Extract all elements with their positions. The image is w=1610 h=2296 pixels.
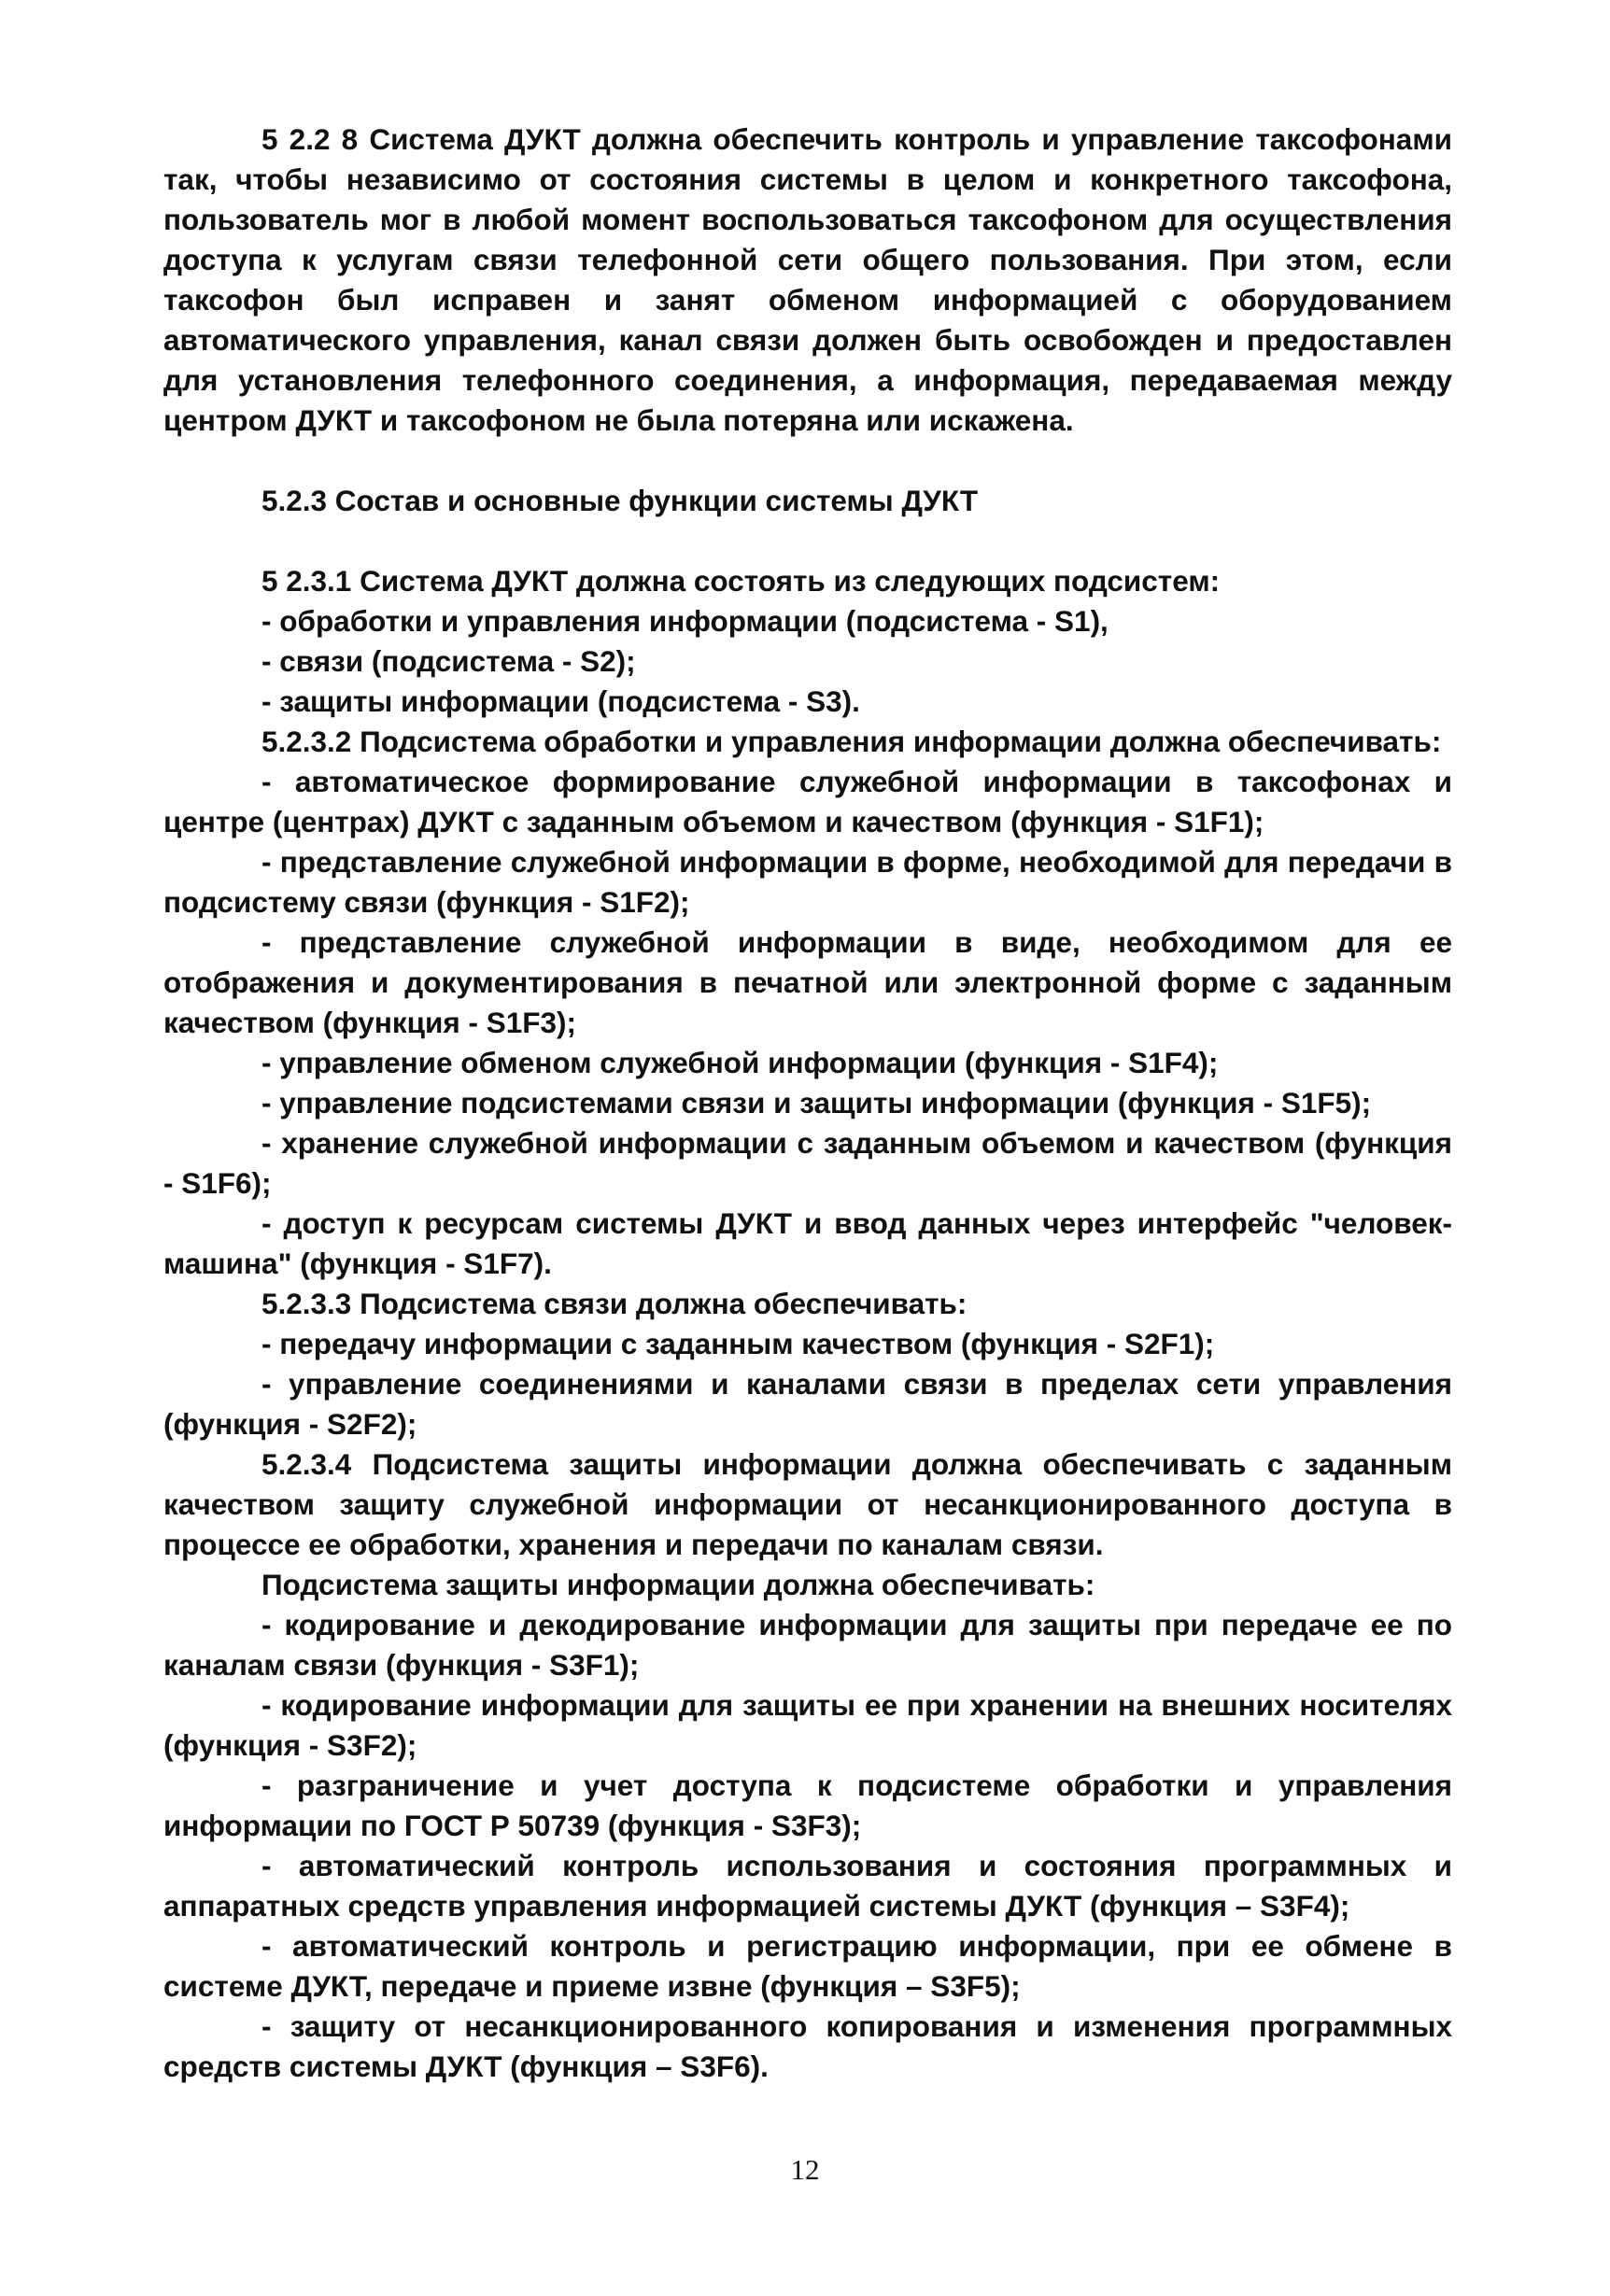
list-item-s3f3: - разграничение и учет доступа к подсистеме обработки и управления информации по ГОСТ Р 50739 (функция - S3F3); (163, 1768, 1452, 1842)
list-item-s2f2: - управление соединениями и каналами связи в пределах сети управления (функция - S2F2); (163, 1367, 1452, 1441)
paragraph-5-2-3-1: 5 2.3.1 Система ДУКТ должна состоять из следующих подсистем: (261, 564, 1221, 598)
paragraph-s3-intro: Подсистема защиты информации должна обеспечивать: (261, 1568, 1095, 1601)
paragraph-5-2-3-3: 5.2.3.3 Подсистема связи должна обеспечивать: (261, 1287, 967, 1320)
list-item-s3f1: - кодирование и декодирование информации для защиты при передаче ее по каналам связи (функция - S3F1); (163, 1608, 1452, 1682)
list-item-s2f1: - передачу информации с заданным качеством (функция - S2F1); (261, 1327, 1215, 1360)
document-body (163, 120, 1452, 2087)
paragraph-5-2-3-4: 5.2.3.4 Подсистема защиты информации должна обеспечивать с заданным качеством защиту служебной информации от несанкционированного доступа в процессе ее обработки, хранения и передачи по каналам связи. (163, 1447, 1452, 1561)
list-item-s1f4: - управление обменом служебной информации (функция - S1F4); (261, 1046, 1219, 1079)
section-heading-5-2-3: 5.2.3 Состав и основные функции системы ДУКТ (261, 484, 979, 517)
paragraph-5-2-3-2: 5.2.3.2 Подсистема обработки и управления информации должна обеспечивать: (261, 725, 1442, 758)
list-item-s1f2: - представление служебной информации в форме, необходимой для передачи в подсистему связи (функция - S1F2); (163, 845, 1452, 919)
list-item-s3f5: - автоматический контроль и регистрацию информации, при ее обмене в системе ДУКТ, передаче и приеме извне (функция – S3F5); (163, 1929, 1452, 2003)
list-item-s1f5: - управление подсистемами связи и защиты информации (функция - S1F5); (261, 1086, 1372, 1120)
list-item-s1f3: - представление служебной информации в виде, необходимом для ее отображения и документирования в печатной или электронной форме с заданным качеством (функция - S1F3); (163, 925, 1452, 1039)
list-item-s1f1: - автоматическое формирование служебной информации в таксофонах и центре (центрах) ДУКТ с заданным объемом и качеством (функция - S1F1); (163, 765, 1452, 838)
list-item-s3: - защиты информации (подсистема - S3). (261, 684, 860, 718)
list-item-s3f2: - кодирование информации для защиты ее при хранении на внешних носителях (функция - S3F2); (163, 1688, 1452, 1762)
list-item-s1f6: - хранение служебной информации с заданным объемом и качеством (функция - S1F6); (163, 1126, 1452, 1200)
list-item-s1: - обработки и управления информации (подсистема - S1), (261, 604, 1109, 638)
list-item-s2: - связи (подсистема - S2); (261, 644, 636, 678)
list-item-s3f6: - защиту от несанкционированного копирования и изменения программных средств системы ДУКТ (функция – S3F6). (163, 2009, 1452, 2083)
page-number: 12 (790, 2153, 820, 2186)
paragraph-5-2-2-8: 5 2.2 8 Система ДУКТ должна обеспечить контроль и управление таксофонами так, чтобы независимо от состояния системы в целом и конкретного таксофона, пользователь мог в любой момент воспользоваться таксофоном для осуществления доступа к услугам связи телефонной сети общего пользования. При этом, если таксофон был исправен и занят обменом информацией с оборудованием автоматического управления, канал связи должен быть освобожден и предоставлен для установления телефонного соединения, а информация, передаваемая между центром ДУКТ и таксофоном не была потеряна или искажена. (163, 122, 1452, 437)
list-item-s1f7: - доступ к ресурсам системы ДУКТ и ввод данных через интерфейс "человек-машина" (функция - S1F7). (163, 1206, 1452, 1280)
list-item-s3f4: - автоматический контроль использования и состояния программных и аппаратных средств управления информацией системы ДУКТ (функция – S3F4); (163, 1849, 1452, 1923)
